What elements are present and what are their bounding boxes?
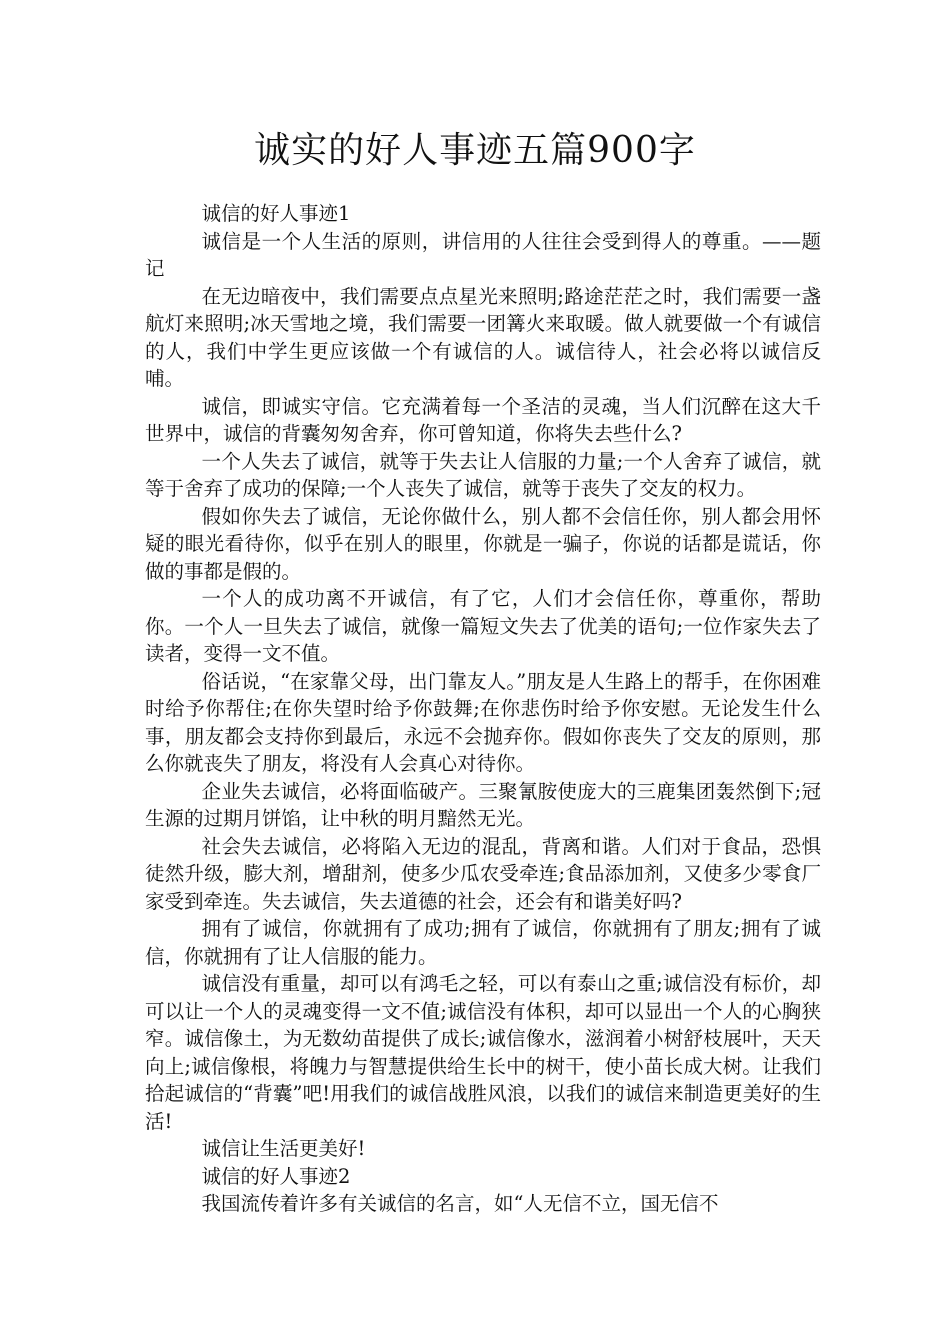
paragraph: 拥有了诚信，你就拥有了成功;拥有了诚信，你就拥有了朋友;拥有了诚信，你就拥有了让人信服的能力。 [145, 917, 821, 968]
section-heading: 诚信的好人事迹2 [201, 1164, 351, 1188]
document-body [145, 200, 821, 1218]
paragraph: 我国流传着许多有关诚信的名言，如“人无信不立，国无信不 [201, 1192, 719, 1215]
paragraph: 俗话说，“在家靠父母，出门靠友人。”朋友是人生路上的帮手，在你困难时给予你帮住;在你失望时给予你鼓舞;在你悲伤时给予你安慰。无论发生什么事，朋友都会支持你到最后，永远不会抛弃你。假如你丧失了交友的原则，那么你就丧失了朋友，将没有人会真心对待你。 [145, 669, 821, 775]
closing-line: 诚信让生活更美好! [201, 1137, 366, 1160]
document-title: 诚实的好人事迹五篇900字 [254, 130, 696, 171]
paragraph: 诚信是一个人生活的原则，讲信用的人往往会受到得人的尊重。——题记 [145, 229, 821, 280]
paragraph: 假如你失去了诚信，无论你做什么，别人都不会信任你，别人都会用怀疑的眼光看待你，似乎在别人的眼里，你就是一骗子，你说的话都是谎话，你做的事都是假的。 [145, 504, 821, 583]
paragraph: 在无边暗夜中，我们需要点点星光来照明;路途茫茫之时，我们需要一盏航灯来照明;冰天雪地之境，我们需要一团篝火来取暖。做人就要做一个有诚信的人，我们中学生更应该做一个有诚信的人。诚信待人，社会必将以诚信反哺。 [145, 284, 821, 390]
paragraph: 诚信，即诚实守信。它充满着每一个圣洁的灵魂，当人们沉醉在这大千世界中，诚信的背囊匆匆舍弃，你可曾知道，你将失去些什么? [145, 394, 821, 445]
section-heading: 诚信的好人事迹1 [201, 202, 351, 225]
paragraph: 社会失去诚信，必将陷入无边的混乱，背离和谐。人们对于食品，恐惧徒然升级，膨大剂，增甜剂，使多少瓜农受牵连;食品添加剂，又使多少零食厂家受到牵连。失去诚信，失去道德的社会，还会有和谐美好吗? [145, 834, 821, 913]
paragraph: 一个人失去了诚信，就等于失去让人信服的力量;一个人舍弃了诚信，就等于舍弃了成功的保障;一个人丧失了诚信，就等于丧失了交友的权力。 [145, 449, 821, 500]
paragraph: 诚信没有重量，却可以有鸿毛之轻，可以有泰山之重;诚信没有标价，却可以让一个人的灵魂变得一文不值;诚信没有体积，却可以显出一个人的心胸狭窄。诚信像土，为无数幼苗提供了成长;诚信像水，滋润着小树舒枝展叶，天天向上;诚信像根，将魄力与智慧提供给生长中的树干，使小苗长成大树。让我们拾起诚信的“背囊”吧!用我们的诚信战胜风浪，以我们的诚信来制造更美好的生活! [145, 972, 821, 1133]
paragraph: 企业失去诚信，必将面临破产。三聚氰胺使庞大的三鹿集团轰然倒下;冠生源的过期月饼馅，让中秋的明月黯然无光。 [145, 779, 821, 830]
paragraph: 一个人的成功离不开诚信，有了它，人们才会信任你，尊重你，帮助你。一个人一旦失去了诚信，就像一篇短文失去了优美的语句;一位作家失去了读者，变得一文不值。 [145, 587, 821, 665]
